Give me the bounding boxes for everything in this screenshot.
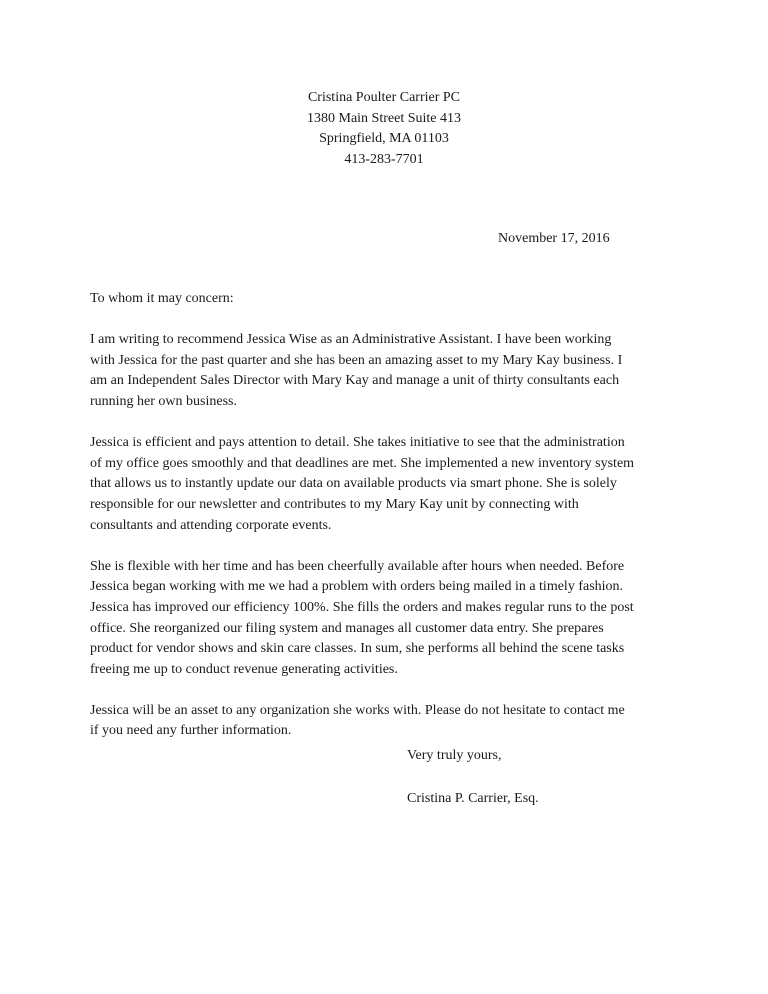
letterhead [0, 88, 768, 170]
paragraph-line: Jessica has improved our efficiency 100%. She fills the orders and makes regular runs to the post [90, 599, 634, 615]
letterhead-phone: 413-283-7701 [344, 151, 424, 167]
paragraph-line: am an Independent Sales Director with Mary Kay and manage a unit of thirty consultants each [90, 373, 620, 389]
paragraph-line: Jessica began working with me we had a problem with orders being mailed in a timely fashion. [90, 579, 624, 595]
paragraph-line: if you need any further information. [90, 723, 292, 739]
paragraph-3 [90, 557, 680, 681]
letterhead-city: Springfield, MA 01103 [319, 131, 449, 146]
letterhead-company: Cristina Poulter Carrier PC [307, 90, 461, 105]
letter-body [90, 289, 680, 763]
paragraph-line: that allows us to instantly update our data on available products via smart phone. She is solely [90, 476, 617, 492]
paragraph-line: responsible for our newsletter and contributes to my Mary Kay unit by connecting with [90, 496, 579, 512]
paragraph-line: product for vendor shows and skin care classes. In sum, she performs all behind the scene tasks [90, 641, 625, 657]
paragraph-line: of my office goes smoothly and that deadlines are met. She implemented a new inventory system [90, 455, 635, 471]
salutation [90, 289, 680, 310]
paragraph-line: office. She reorganized our filing system and manages all customer data entry. She prepares [90, 620, 604, 636]
salutation-text: To whom it may concern: [90, 291, 234, 306]
paragraph-line: running her own business. [90, 393, 237, 409]
paragraph-line: I am writing to recommend Jessica Wise as an Administrative Assistant. I have been working [90, 332, 612, 348]
paragraph-line: freeing me up to conduct revenue generating activities. [90, 661, 398, 677]
paragraph-line: Jessica will be an asset to any organization she works with. Please do not hesitate to contact me [90, 702, 625, 718]
letterhead-street: 1380 Main Street Suite 413 [307, 110, 461, 126]
paragraph-line: with Jessica for the past quarter and she has been an amazing asset to my Mary Kay business. I [90, 352, 623, 368]
letter-date: November 17, 2016 [498, 231, 610, 246]
paragraph-2 [90, 433, 680, 536]
closing: Very truly yours, [407, 748, 502, 763]
paragraph-line: Jessica is efficient and pays attention to detail. She takes initiative to see that the administration [90, 435, 625, 451]
paragraph-line: She is flexible with her time and has been cheerfully available after hours when needed. Before [90, 558, 625, 574]
paragraph-1 [90, 330, 680, 412]
paragraph-line: consultants and attending corporate events. [90, 517, 332, 533]
signature-name: Cristina P. Carrier, Esq. [407, 791, 539, 806]
paragraph-4 [90, 701, 680, 742]
